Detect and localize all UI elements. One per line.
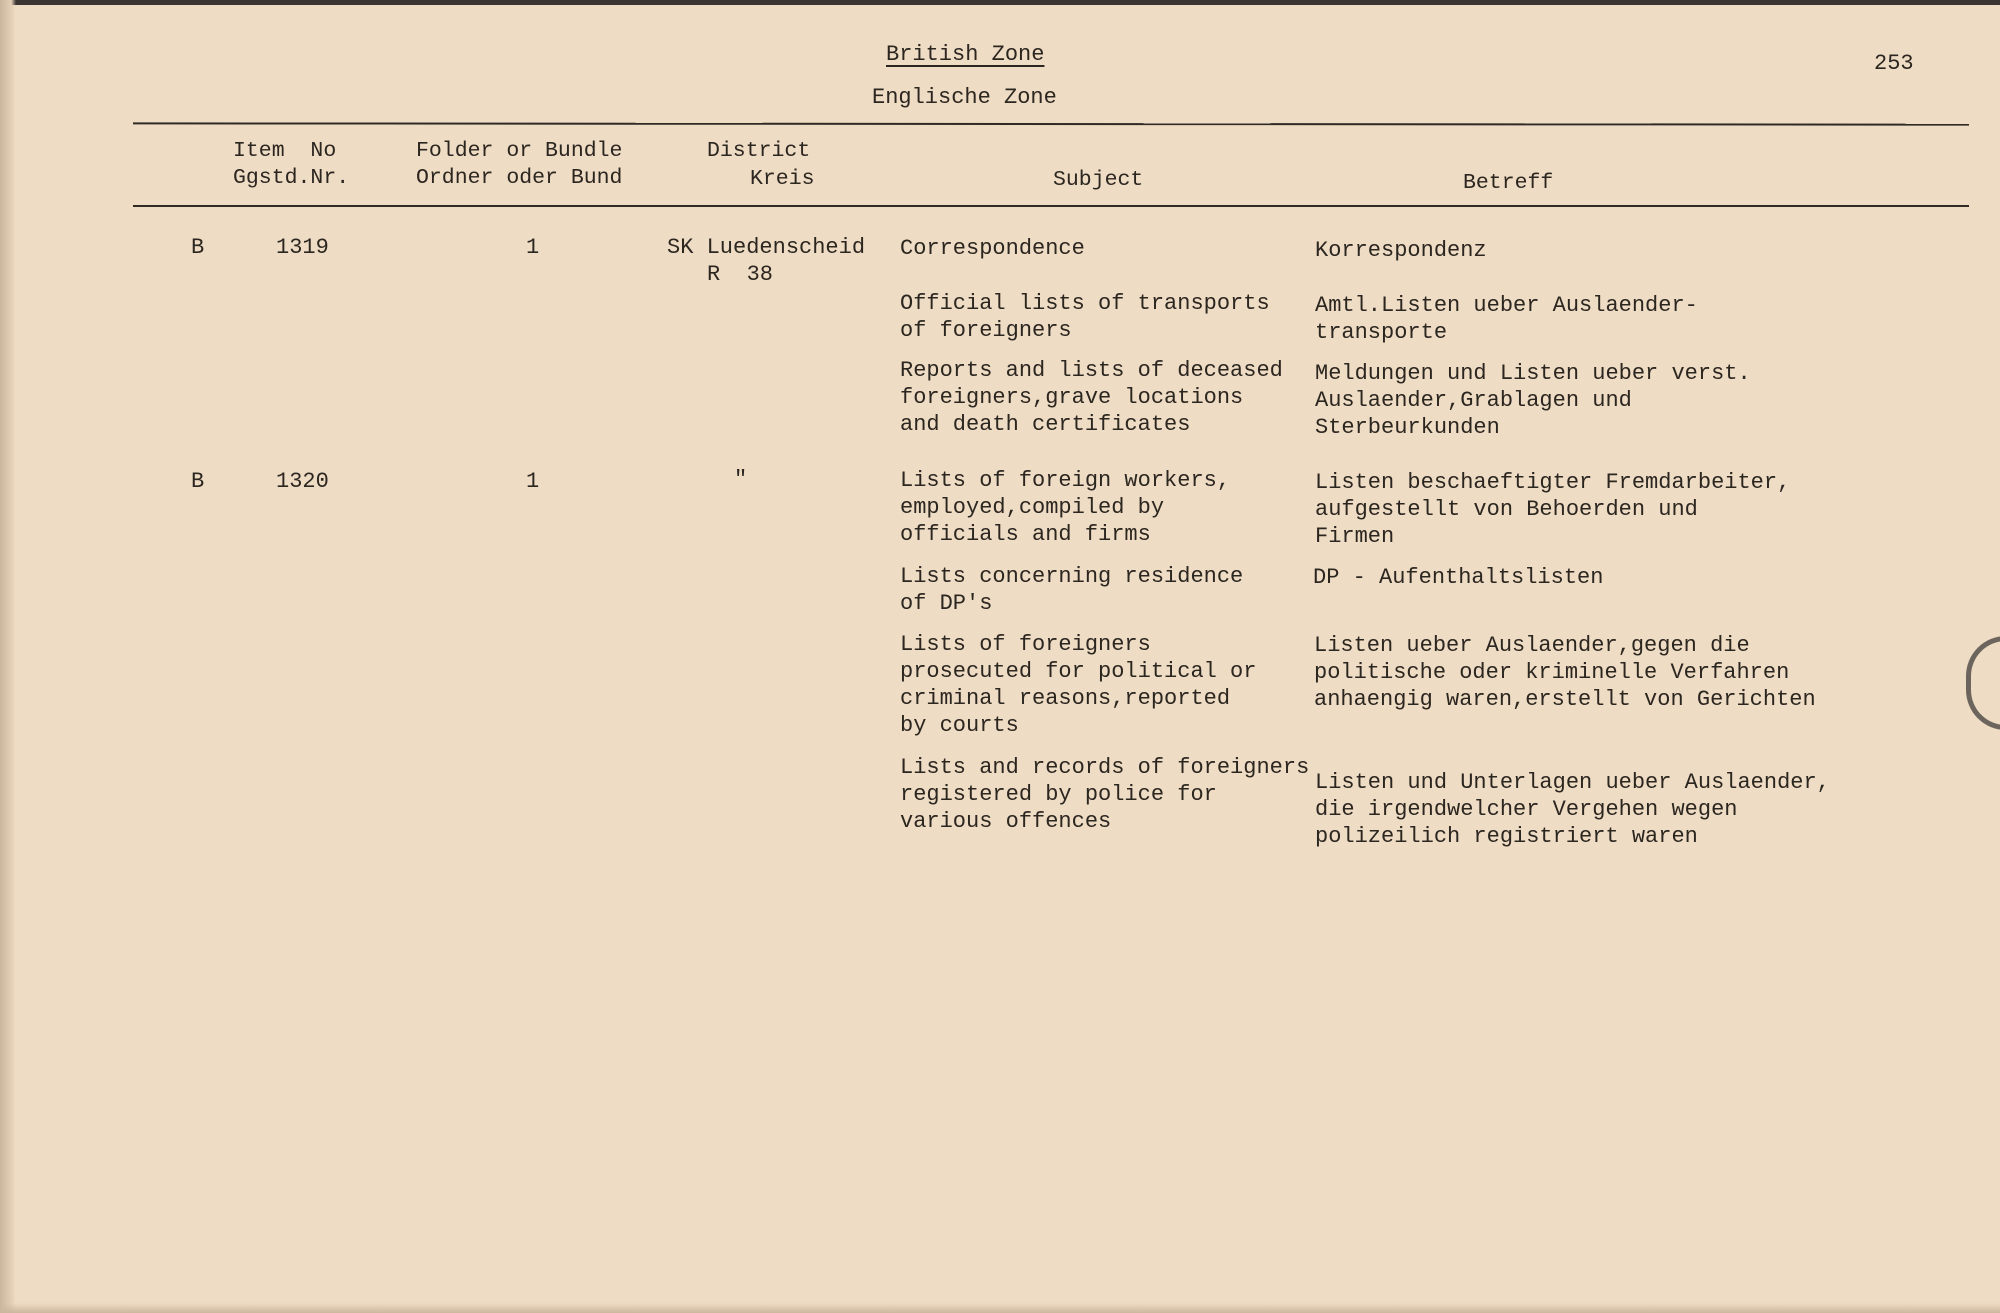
subject-de: Auslaender,Grablagen und [1315,388,1632,413]
col-betreff: Betreff [1463,171,1554,195]
col-district-en: District [707,139,811,163]
subject-de: polizeilich registriert waren [1315,824,1698,849]
subject-de: Sterbeurkunden [1315,415,1500,440]
subject-en: employed,compiled by [900,495,1165,520]
subject-de: die irgendwelcher Vergehen wegen [1315,797,1738,822]
subject-de: Listen beschaeftigter Fremdarbeiter, [1315,470,1791,495]
zone-title-de: Englische Zone [872,85,1057,110]
subject-en: Correspondence [900,236,1085,261]
zone-title-en: British Zone [886,42,1045,67]
subject-en: Lists and records of foreigners [900,755,1310,780]
subject-en: officials and firms [900,522,1151,547]
entry-folder: 1 [526,235,540,260]
entry-number: 1320 [276,469,329,494]
subject-en: Lists of foreign workers, [900,468,1231,493]
page-number: 253 [1874,51,1914,76]
subject-en: criminal reasons,reported [900,686,1231,711]
col-district-de: Kreis [750,167,815,191]
col-item-en: Item No [233,139,337,163]
page-binding-shadow [0,0,16,1313]
entry-district-ref: R 38 [707,262,774,287]
scan-top-edge [0,0,2000,5]
subject-en: registered by police for [900,782,1217,807]
subject-de: Amtl.Listen ueber Auslaender- [1315,293,1698,318]
header-rule-top [133,122,1969,125]
entry-prefix: B [191,235,205,260]
paper-clip-icon [1966,636,2000,730]
entry-district-ditto: " [734,467,748,492]
entry-number: 1319 [276,235,329,260]
subject-de: Firmen [1315,524,1395,549]
subject-en: foreigners,grave locations [900,385,1244,410]
subject-de: Meldungen und Listen ueber verst. [1315,361,1751,386]
subject-de: Listen ueber Auslaender,gegen die [1314,633,1750,658]
subject-en: Official lists of transports [900,291,1270,316]
entry-district: SK Luedenscheid [667,235,866,260]
subject-de: aufgestellt von Behoerden und [1315,497,1698,522]
subject-en: various offences [900,809,1112,834]
subject-de: transporte [1315,320,1448,345]
subject-en: of DP's [900,591,993,616]
page-bottom-edge [0,1303,2000,1313]
subject-en: by courts [900,713,1019,738]
entry-prefix: B [191,469,205,494]
col-folder-de: Ordner oder Bund [416,166,623,190]
entry-folder: 1 [526,469,540,494]
subject-de: Korrespondenz [1315,238,1487,263]
subject-de: Listen und Unterlagen ueber Auslaender, [1315,770,1830,795]
subject-en: of foreigners [900,318,1072,343]
subject-en: prosecuted for political or [900,659,1257,684]
subject-en: Reports and lists of deceased [900,358,1283,383]
subject-de: anhaengig waren,erstellt von Gerichten [1314,687,1816,712]
subject-en: Lists of foreigners [900,632,1151,657]
col-item-de: Ggstd.Nr. [233,166,350,190]
subject-en: Lists concerning residence [900,564,1244,589]
header-rule-bottom [133,205,1969,207]
subject-de: politische oder kriminelle Verfahren [1314,660,1790,685]
col-subject: Subject [1053,168,1144,192]
subject-de: DP - Aufenthaltslisten [1313,565,1604,590]
col-folder-en: Folder or Bundle [416,139,623,163]
subject-en: and death certificates [900,412,1191,437]
